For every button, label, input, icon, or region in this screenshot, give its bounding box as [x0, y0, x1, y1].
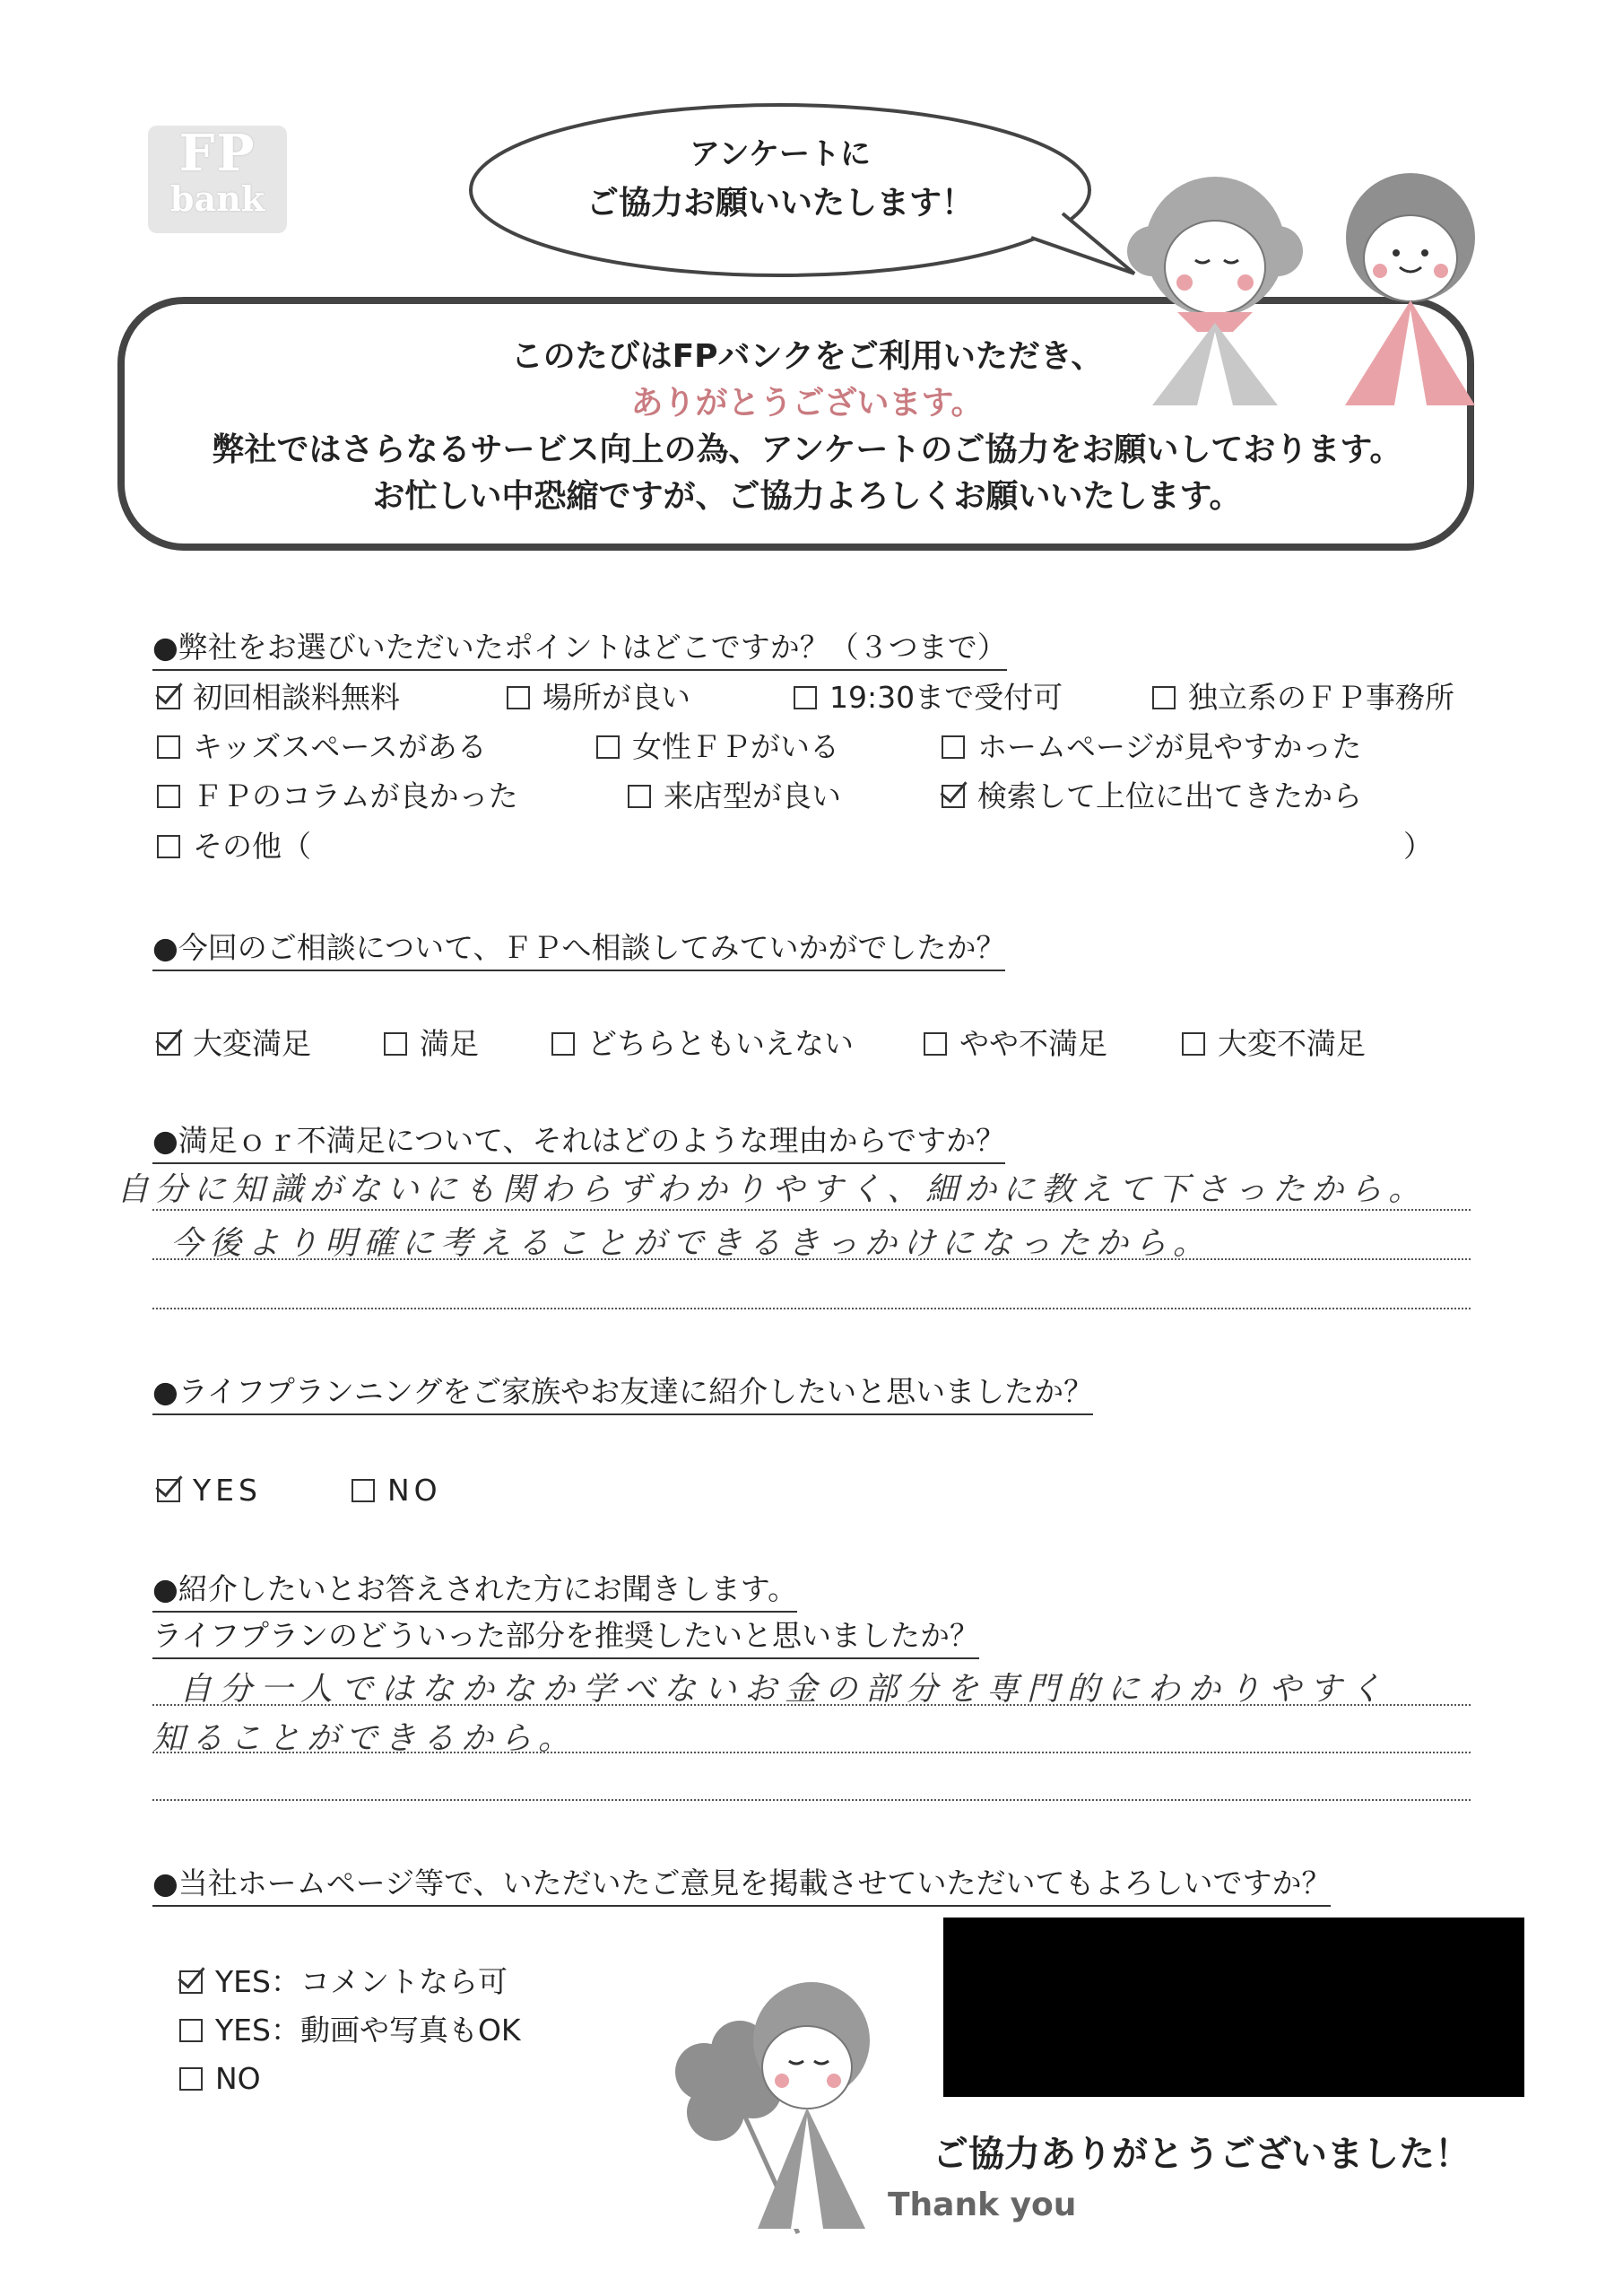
q1-option-independent[interactable]: [1152, 678, 1454, 718]
q2-question: ●今回のご相談について、ＦＰへ相談してみていかがでしたか？: [152, 928, 1005, 971]
q1-question: ●弊社をお選びいただいたポイントはどこですか？（３つまで）: [152, 628, 1007, 671]
q4-option-no[interactable]: [352, 1471, 442, 1510]
q5-answer-line1: 自分一人ではなかなか学べないお金の部分を専門的にわかりやすく: [179, 1671, 1391, 1708]
checkbox-icon[interactable]: [1182, 1032, 1205, 1056]
option-label: 検索して上位に出てきたから: [977, 778, 1362, 813]
option-label: YES：動画や写真もOK: [215, 2013, 521, 2048]
checkbox-icon[interactable]: [551, 1032, 575, 1056]
closing-thank-you: Thank you: [888, 2187, 1077, 2223]
checkbox-icon[interactable]: [179, 2019, 203, 2042]
q5-sub-question: ライフプランのどういった部分を推奨したいと思いましたか？: [152, 1616, 979, 1659]
closing-thanks: ご協力ありがとうございました！: [933, 2134, 1471, 2175]
logo-bank-text: bank: [169, 178, 265, 219]
q1-option-free-consult[interactable]: [157, 678, 400, 718]
answer-rule: [152, 1258, 1471, 1260]
checkbox-checked-icon[interactable]: [157, 1479, 180, 1502]
q2-option-neutral[interactable]: [551, 1024, 854, 1064]
q2-option-very-satisfied[interactable]: [157, 1024, 311, 1064]
q1-option-store-visit[interactable]: [628, 777, 841, 816]
intro-line3: 弊社ではさらなるサービス向上の為、アンケートのご協力をお願いしております。: [212, 431, 1402, 468]
option-label: ＦＰのコラムが良かった: [193, 778, 518, 813]
option-label: 場所が良い: [542, 680, 690, 715]
intro-line2: ありがとうございます。: [630, 385, 984, 422]
intro-line4: お忙しい中恐縮ですが、ご協力よろしくお願いいたします。: [372, 478, 1242, 515]
answer-rule: [152, 1704, 1471, 1706]
option-label: 独立系のＦＰ事務所: [1188, 680, 1454, 715]
option-label: キッズスペースがある: [193, 729, 487, 764]
speech-bubble-line1: アンケートに: [690, 136, 871, 172]
q1-option-kids-space[interactable]: [157, 727, 487, 767]
q2-option-somewhat-dissatisfied[interactable]: [924, 1024, 1107, 1064]
answer-rule: [152, 1209, 1471, 1211]
q1-option-location[interactable]: [507, 678, 690, 718]
q1-option-column[interactable]: [157, 777, 518, 816]
answer-rule: [152, 1308, 1471, 1309]
option-label: やや不満足: [959, 1026, 1107, 1061]
q6-option-video-photo-ok[interactable]: [179, 2011, 521, 2050]
option-label: NO: [215, 2061, 261, 2096]
option-label: 女性ＦＰがいる: [632, 729, 839, 764]
option-label: 初回相談料無料: [193, 680, 400, 715]
q3-answer-line1: 自分に知識がないにも関わらずわかりやすく、細かに教えて下さったから。: [117, 1171, 1428, 1208]
q5-question: ●紹介したいとお答えされた方にお聞きします。: [152, 1570, 797, 1613]
checkbox-icon[interactable]: [1152, 686, 1176, 709]
answer-rule: [152, 1752, 1471, 1753]
option-label: 大変満足: [193, 1026, 311, 1061]
checkbox-icon[interactable]: [352, 1479, 375, 1502]
q3-answer-line2: 今後より明確に考えることができるきっかけになったから。: [170, 1225, 1212, 1262]
option-label: 満足: [420, 1026, 479, 1061]
checkbox-icon[interactable]: [157, 735, 180, 759]
option-label: YES：コメントなら可: [215, 1964, 508, 1999]
checkbox-icon[interactable]: [924, 1032, 947, 1056]
q6-option-no[interactable]: [179, 2059, 261, 2099]
checkbox-icon[interactable]: [384, 1032, 407, 1056]
option-label: 大変不満足: [1218, 1026, 1366, 1061]
q6-option-comment-ok[interactable]: [179, 1962, 508, 2002]
q3-question: ●満足ｏｒ不満足について、それはどのような理由からですか？: [152, 1121, 1005, 1164]
q2-option-satisfied[interactable]: [384, 1024, 479, 1064]
checkbox-checked-icon[interactable]: [942, 785, 965, 808]
q2-option-very-dissatisfied[interactable]: [1182, 1024, 1366, 1064]
answer-rule: [152, 1799, 1471, 1801]
checkbox-checked-icon[interactable]: [179, 1970, 203, 1994]
option-label: ホームページが見やすかった: [977, 729, 1362, 764]
option-label: 来店型が良い: [664, 778, 841, 813]
checkbox-icon[interactable]: [157, 785, 180, 808]
q1-other-close-paren: ）: [1403, 829, 1433, 864]
checkbox-icon[interactable]: [157, 835, 180, 858]
intro-line1: このたびはFPバンクをご利用いただき、: [510, 338, 1104, 375]
redacted-area: [943, 1918, 1524, 2097]
option-label: 19:30まで受付可: [829, 680, 1063, 715]
q4-option-yes[interactable]: [157, 1471, 262, 1510]
option-label: どちらともいえない: [587, 1026, 854, 1061]
checkbox-checked-icon[interactable]: [157, 686, 180, 709]
option-label: その他（: [193, 829, 311, 864]
q1-option-homepage[interactable]: [942, 727, 1361, 767]
q1-option-late-hours[interactable]: [794, 678, 1063, 718]
q1-option-female-fp[interactable]: [596, 727, 839, 767]
checkbox-icon[interactable]: [628, 785, 651, 808]
q5-answer-line2: 知ることができるから。: [152, 1720, 577, 1757]
option-label: NO: [387, 1473, 442, 1508]
girl-with-clover-illustration: [673, 1973, 906, 2242]
checkbox-icon[interactable]: [942, 735, 965, 759]
checkbox-icon[interactable]: [507, 686, 530, 709]
option-label: YES: [193, 1473, 262, 1508]
q1-option-other[interactable]: [157, 827, 311, 866]
q6-question: ●当社ホームページ等で、いただいたご意見を掲載させていただいてもよろしいですか？: [152, 1864, 1331, 1907]
checkbox-icon[interactable]: [596, 735, 620, 759]
q1-option-search[interactable]: [942, 777, 1362, 816]
logo-fp-text: FP: [178, 124, 256, 183]
checkbox-icon[interactable]: [179, 2067, 203, 2091]
speech-bubble-line2: ご協力お願いいたします！: [586, 185, 974, 222]
checkbox-checked-icon[interactable]: [157, 1032, 180, 1056]
q4-question: ●ライフプランニングをご家族やお友達に紹介したいと思いましたか？: [152, 1372, 1093, 1415]
checkbox-icon[interactable]: [794, 686, 817, 709]
